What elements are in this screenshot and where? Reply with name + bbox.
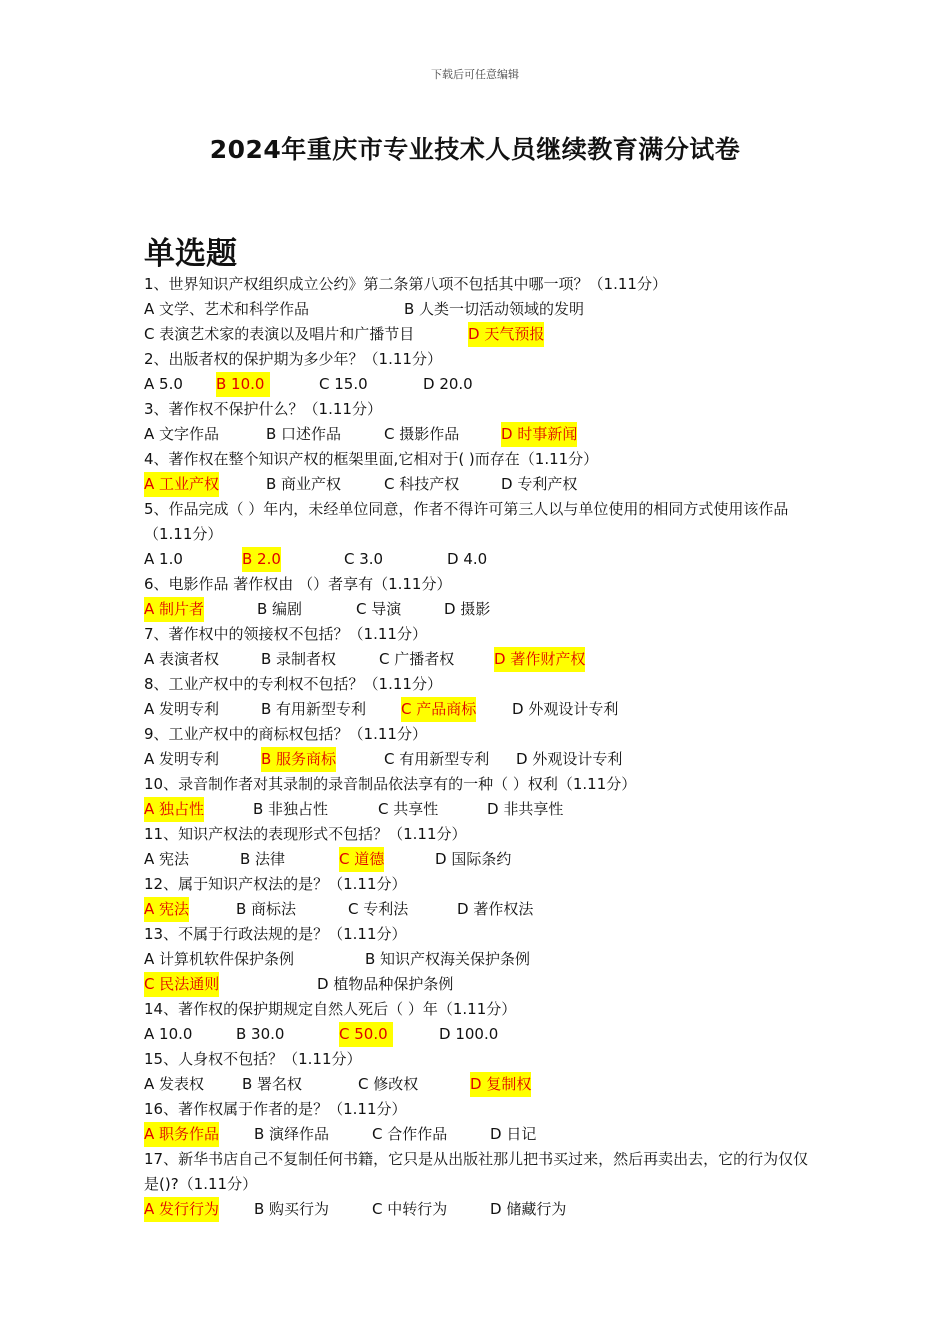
correct-option: A 独占性 [144,797,204,822]
option: D 国际条约 [435,850,512,868]
correct-option: B 10.0 [216,372,270,397]
option: B 编剧 [257,600,303,618]
option: A 发明专利 [144,700,220,718]
option-row [144,697,814,722]
option: D 外观设计专利 [512,700,619,718]
option: C 导演 [356,600,402,618]
option: D 日记 [490,1125,537,1143]
question-text: 12、属于知识产权法的是？（1.11分） [144,875,407,893]
correct-option: D 著作财产权 [494,647,585,672]
option-row [144,797,814,822]
option: B 法律 [240,850,286,868]
document-title: 2024年重庆市专业技术人员继续教育满分试卷 [209,135,741,164]
option: A 1.0 [144,550,183,568]
option: C 修改权 [358,1075,419,1093]
question-list [144,272,814,1222]
option: C 表演艺术家的表演以及唱片和广播节目 [144,325,415,343]
question-text: 11、知识产权法的表现形式不包括？（1.11分） [144,825,467,843]
option: B 人类一切活动领域的发明 [404,300,585,318]
option: D 100.0 [439,1025,499,1043]
question-text: 5、作品完成（ ）年内，未经单位同意，作者不得许可第三人以与单位使用的相同方式使用该作品（1.11分） [144,500,789,543]
option: B 商业产权 [266,475,342,493]
option: B 30.0 [236,1025,285,1043]
option-row [144,472,814,497]
option: C 有用新型专利 [384,750,490,768]
option: D 储藏行为 [490,1200,567,1218]
option-row [144,897,814,922]
option: A 宪法 [144,850,190,868]
option: A 5.0 [144,375,183,393]
option: C 15.0 [319,375,368,393]
correct-option: A 宪法 [144,897,189,922]
option: C 摄影作品 [384,425,460,443]
question-text: 17、新华书店自己不复制任何书籍，它只是从出版社那儿把书买过来，然后再卖出去，它的行为仅仅是()?（1.11分） [144,1150,809,1193]
option-row [144,547,814,572]
question-text: 2、出版者权的保护期为多少年？（1.11分） [144,350,442,368]
option: A 文字作品 [144,425,220,443]
correct-option: C 50.0 [339,1022,393,1047]
question-text: 1、世界知识产权组织成立公约》第二条第八项不包括其中哪一项？（1.11分） [144,275,667,293]
option: C 中转行为 [372,1200,448,1218]
option-row [144,972,814,997]
question-text: 8、工业产权中的专利权不包括？（1.11分） [144,675,442,693]
option-row [144,297,814,322]
question-text: 14、著作权的保护期规定自然人死后（ ）年（1.11分） [144,1000,517,1018]
option: A 表演者权 [144,650,220,668]
correct-option: A 制片者 [144,597,204,622]
option: A 文学、艺术和科学作品 [144,300,310,318]
option-row [144,322,814,347]
option: D 摄影 [444,600,491,618]
option: A 10.0 [144,1025,193,1043]
question-text: 13、不属于行政法规的是？（1.11分） [144,925,407,943]
option: B 有用新型专利 [261,700,367,718]
correct-option: C 道德 [339,847,384,872]
option-row [144,1072,814,1097]
option: B 商标法 [236,900,297,918]
option: D 植物品种保护条例 [317,975,454,993]
option: D 著作权法 [457,900,534,918]
option: A 发表权 [144,1075,205,1093]
option: C 科技产权 [384,475,460,493]
option-row [144,847,814,872]
correct-option: C 产品商标 [401,697,476,722]
question-text: 16、著作权属于作者的是？（1.11分） [144,1100,407,1118]
correct-option: A 职务作品 [144,1122,219,1147]
option: D 非共享性 [487,800,564,818]
option: B 口述作品 [266,425,342,443]
option-row [144,422,814,447]
option: C 合作作品 [372,1125,448,1143]
option: A 发明专利 [144,750,220,768]
option-row [144,1197,814,1222]
option: A 计算机软件保护条例 [144,950,295,968]
question-text: 4、著作权在整个知识产权的框架里面,它相对于( )而存在（1.11分） [144,450,599,468]
option: C 共享性 [378,800,439,818]
option: D 4.0 [447,550,488,568]
section-title: 单选题 [144,236,237,272]
option: D 专利产权 [501,475,578,493]
correct-option: C 民法通则 [144,972,219,997]
question-text: 7、著作权中的领接权不包括？（1.11分） [144,625,427,643]
option: B 知识产权海关保护条例 [365,950,531,968]
correct-option: D 时事新闻 [501,422,577,447]
option: C 3.0 [344,550,384,568]
option: D 20.0 [423,375,473,393]
option-row [144,747,814,772]
option-row [144,1122,814,1147]
option: C 广播者权 [379,650,455,668]
question-text: 6、电影作品 著作权由 （）者享有（1.11分） [144,575,452,593]
option: B 非独占性 [253,800,329,818]
option: B 购买行为 [254,1200,330,1218]
option-row [144,372,814,397]
correct-option: B 2.0 [242,547,281,572]
option: C 专利法 [348,900,409,918]
correct-option: B 服务商标 [261,747,336,772]
option: B 录制者权 [261,650,337,668]
question-text: 15、人身权不包括？（1.11分） [144,1050,362,1068]
option: B 署名权 [242,1075,303,1093]
option-row [144,647,814,672]
question-text: 9、工业产权中的商标权包括？（1.11分） [144,725,427,743]
option: D 外观设计专利 [516,750,623,768]
correct-option: A 工业产权 [144,472,219,497]
question-text: 3、著作权不保护什么？（1.11分） [144,400,382,418]
correct-option: D 复制权 [470,1072,531,1097]
option-row [144,947,814,972]
correct-option: A 发行行为 [144,1197,219,1222]
option-row [144,1022,814,1047]
correct-option: D 天气预报 [468,322,544,347]
question-text: 10、录音制作者对其录制的录音制品依法享有的一种（ ）权利（1.11分） [144,775,637,793]
header-note: 下载后可任意编辑 [431,68,519,81]
option-row [144,597,814,622]
option: B 演绎作品 [254,1125,330,1143]
